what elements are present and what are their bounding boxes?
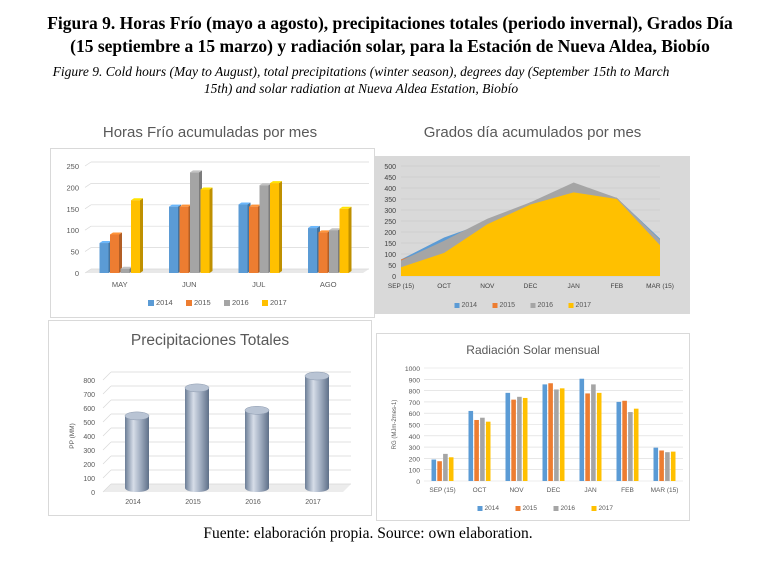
precip-ylabel: PP (MM) — [69, 423, 76, 449]
precip-ytick: 0 — [91, 490, 95, 497]
horas-frio-ytick: 250 — [66, 162, 79, 171]
radiacion-legend-label-2015: 2015 — [522, 505, 537, 512]
precip-ytick: 800 — [83, 378, 95, 385]
radiacion-ytick: 300 — [408, 445, 420, 453]
grados-dia-ytick: 200 — [384, 230, 396, 237]
horas-frio-bar-MAY-2014 — [100, 243, 109, 273]
figure-source: Fuente: elaboración propia. Source: own elaboration. — [203, 525, 533, 542]
grados-dia-ytick: 100 — [384, 252, 396, 259]
radiacion-bar-OCT-2015 — [474, 420, 479, 481]
radiacion-xtick: SEP (15) — [429, 487, 456, 494]
horas-frio-bar-JUL-2014 — [239, 205, 248, 273]
radiacion-ytick: 100 — [408, 467, 420, 475]
grados-dia-legend-label-2015: 2015 — [499, 302, 516, 309]
chart-horas-frio-plot — [45, 118, 375, 318]
horas-frio-bar-JUL-2015 — [249, 207, 258, 273]
precip-cylinder-2014 — [125, 416, 149, 492]
radiacion-bar-JAN-2016 — [591, 384, 596, 481]
precip-gridline-side — [103, 414, 111, 422]
grados-dia-xtick: OCT — [437, 283, 452, 290]
radiacion-bar-SEP (15)-2015 — [437, 461, 442, 481]
radiacion-bar-SEP (15)-2017 — [449, 457, 454, 481]
radiacion-bar-OCT-2017 — [486, 422, 491, 481]
radiacion-ytick: 500 — [408, 422, 420, 430]
grados-dia-ytick: 150 — [384, 241, 396, 248]
radiacion-bar-DEC-2014 — [543, 384, 548, 481]
grados-dia-legend-swatch-2017 — [569, 303, 574, 308]
horas-frio-ytick: 0 — [74, 269, 79, 278]
radiacion-legend-swatch-2014 — [478, 506, 483, 511]
chart-horas-frio — [45, 118, 375, 318]
precip-xtick: 2015 — [185, 499, 201, 506]
horas-frio-bar-side — [349, 207, 352, 273]
radiacion-ytick: 200 — [408, 456, 420, 464]
precip-cylinder-2016 — [245, 410, 269, 492]
radiacion-bar-MAR (15)-2016 — [665, 452, 670, 481]
horas-frio-bar-MAY-2016 — [121, 269, 130, 273]
precip-ytick: 700 — [83, 392, 95, 399]
precip-cylinder-top — [185, 384, 209, 392]
radiacion-xtick: DEC — [546, 487, 561, 494]
precip-ytick: 100 — [83, 476, 95, 483]
horas-frio-bar-JUN-2014 — [169, 207, 178, 273]
figure-title — [0, 12, 780, 58]
grados-dia-ytick: 0 — [392, 274, 396, 281]
horas-frio-bar-AGO-2015 — [319, 232, 328, 273]
horas-frio-ytick: 150 — [66, 204, 79, 214]
radiacion-ylabel: RG (MJm-2mes-1) — [392, 399, 398, 450]
grados-dia-ytick: 50 — [388, 263, 396, 270]
grados-dia-xtick: SEP (15) — [387, 283, 415, 290]
horas-frio-gridline-side — [85, 248, 91, 252]
horas-frio-gridline-side — [85, 226, 91, 230]
precip-xtick: 2017 — [305, 499, 321, 506]
horas-frio-gridline-side — [85, 162, 91, 166]
precip-ytick: 600 — [83, 406, 95, 413]
precip-ytick: 300 — [83, 448, 95, 455]
horas-frio-legend-label-2014: 2014 — [156, 298, 173, 307]
horas-frio-bar-AGO-2014 — [308, 228, 317, 273]
chart-radiacion — [376, 333, 690, 521]
grados-dia-legend-label-2014: 2014 — [461, 302, 478, 309]
horas-frio-xtick: JUN — [181, 280, 197, 289]
horas-frio-bar-side — [140, 198, 143, 273]
radiacion-xtick: FEB — [621, 487, 634, 494]
chart-precipitaciones-title: Precipitaciones Totales — [130, 332, 290, 349]
radiacion-bar-NOV-2014 — [506, 393, 511, 481]
grados-dia-ytick: 500 — [384, 164, 396, 171]
figure-subtitle-line-2: 15th) and solar radiation at Nueva Aldea Estation, Biobío — [203, 81, 519, 96]
radiacion-bar-DEC-2016 — [554, 389, 559, 481]
grados-dia-xtick: NOV — [480, 283, 495, 290]
horas-frio-bar-JUN-2017 — [201, 190, 210, 273]
radiacion-xtick: MAR (15) — [650, 487, 679, 494]
horas-frio-ytick: 50 — [70, 247, 79, 257]
radiacion-bar-NOV-2016 — [517, 397, 522, 481]
radiacion-bar-FEB-2014 — [617, 402, 622, 481]
grados-dia-ytick: 350 — [384, 197, 396, 204]
precip-ytick: 400 — [83, 434, 95, 441]
radiacion-bar-DEC-2017 — [560, 388, 565, 481]
radiacion-legend-label-2016: 2016 — [560, 505, 575, 512]
horas-frio-ytick: 100 — [66, 226, 79, 236]
radiacion-bar-SEP (15)-2014 — [432, 460, 437, 481]
horas-frio-bar-JUL-2016 — [260, 185, 269, 273]
grados-dia-legend-swatch-2014 — [455, 303, 460, 308]
radiacion-bar-DEC-2015 — [548, 383, 553, 481]
radiacion-ytick: 900 — [408, 377, 420, 385]
radiacion-bar-FEB-2016 — [628, 412, 633, 481]
horas-frio-legend-swatch-2015 — [186, 300, 192, 306]
radiacion-bar-FEB-2017 — [634, 409, 639, 481]
horas-frio-ytick: 200 — [66, 183, 79, 193]
horas-frio-bar-AGO-2017 — [340, 209, 349, 273]
precip-xtick: 2016 — [245, 499, 261, 506]
radiacion-ytick: 600 — [408, 411, 420, 419]
precip-gridline-side — [103, 386, 111, 394]
precip-gridline-side — [103, 456, 111, 464]
horas-frio-bar-AGO-2016 — [329, 230, 338, 273]
radiacion-bar-SEP (15)-2016 — [443, 454, 448, 481]
precip-cylinder-top — [305, 372, 329, 380]
chart-grados-dia-plot — [370, 118, 695, 318]
radiacion-ytick: 0 — [416, 479, 420, 486]
radiacion-bar-FEB-2015 — [622, 401, 627, 481]
radiacion-xtick: NOV — [509, 487, 524, 494]
precip-gridline-side — [103, 442, 111, 450]
horas-frio-legend-label-2016: 2016 — [232, 298, 249, 307]
horas-frio-legend-label-2015: 2015 — [194, 298, 211, 307]
horas-frio-bar-side — [279, 181, 282, 273]
precip-cylinder-2015 — [185, 388, 209, 492]
chart-precipitaciones — [48, 320, 372, 516]
grados-dia-ytick: 400 — [384, 186, 396, 193]
radiacion-ytick: 400 — [408, 433, 420, 441]
precip-cylinder-top — [125, 412, 149, 420]
horas-frio-legend-swatch-2014 — [148, 300, 154, 306]
grados-dia-legend-swatch-2015 — [493, 303, 498, 308]
precip-ytick: 200 — [83, 462, 95, 469]
horas-frio-xtick: MAY — [111, 280, 128, 289]
radiacion-xtick: JAN — [584, 487, 597, 494]
precip-cylinder-2017 — [305, 376, 329, 492]
radiacion-legend-swatch-2015 — [516, 506, 521, 511]
precip-ytick: 500 — [83, 420, 95, 427]
grados-dia-xtick: DEC — [523, 283, 538, 290]
chart-precipitaciones-plot — [48, 320, 372, 516]
radiacion-bar-JAN-2015 — [585, 393, 590, 481]
precip-cylinder-top — [245, 406, 269, 414]
horas-frio-legend-swatch-2016 — [224, 300, 230, 306]
radiacion-legend-label-2017: 2017 — [598, 505, 613, 512]
horas-frio-bar-JUL-2017 — [270, 183, 279, 273]
grados-dia-legend-label-2016: 2016 — [537, 302, 554, 309]
radiacion-legend-swatch-2017 — [592, 506, 597, 511]
chart-radiacion-plot — [376, 333, 690, 521]
horas-frio-gridline-side — [85, 205, 91, 209]
radiacion-ytick: 700 — [408, 399, 420, 407]
horas-frio-legend-swatch-2017 — [262, 300, 268, 306]
grados-dia-ytick: 250 — [384, 219, 396, 226]
figure-title-line-2: (15 septiembre a 15 marzo) y radiación solar, para la Estación de Nueva Aldea, Biobío — [70, 36, 710, 56]
radiacion-bar-MAR (15)-2014 — [654, 448, 659, 481]
precip-gridline-side — [103, 400, 111, 408]
radiacion-bar-MAR (15)-2017 — [671, 452, 676, 481]
horas-frio-bar-JUN-2016 — [190, 172, 199, 273]
radiacion-legend-label-2014: 2014 — [484, 505, 499, 512]
figure-subtitle-line-1: Figure 9. Cold hours (May to August), total precipitations (winter season), degrees day (September 15th to March — [52, 64, 670, 79]
horas-frio-gridline-side — [85, 183, 91, 187]
radiacion-bar-MAR (15)-2015 — [659, 450, 664, 481]
precip-gridline-side — [103, 428, 111, 436]
precip-gridline-side — [103, 470, 111, 478]
radiacion-bar-NOV-2017 — [523, 398, 528, 481]
figure-title-line-1: Figura 9. Horas Frío (mayo a agosto), precipitaciones totales (periodo invernal), Grados Día — [47, 13, 733, 33]
precip-gridline-side — [103, 372, 111, 380]
chart-horas-frio-title: Horas Frío acumuladas por mes — [102, 124, 318, 141]
horas-frio-bar-side — [210, 188, 213, 273]
grados-dia-xtick: MAR (15) — [646, 283, 674, 290]
chart-grados-dia-title: Grados día acumulados por mes — [423, 124, 642, 141]
chart-grados-dia — [370, 118, 695, 318]
horas-frio-bar-JUN-2015 — [180, 207, 189, 273]
horas-frio-xtick: JUL — [252, 280, 266, 289]
horas-frio-legend-label-2017: 2017 — [270, 298, 287, 307]
radiacion-xtick: OCT — [472, 487, 487, 494]
radiacion-bar-JAN-2017 — [597, 393, 602, 481]
radiacion-bar-JAN-2014 — [580, 379, 585, 481]
grados-dia-legend-label-2017: 2017 — [575, 302, 592, 309]
radiacion-bar-OCT-2016 — [480, 418, 485, 481]
horas-frio-bar-MAY-2017 — [131, 200, 140, 273]
grados-dia-legend-swatch-2016 — [531, 303, 536, 308]
horas-frio-xtick: AGO — [319, 280, 337, 289]
figure-subtitle — [0, 63, 722, 97]
radiacion-bar-NOV-2015 — [511, 400, 516, 481]
radiacion-bar-OCT-2014 — [469, 411, 474, 481]
grados-dia-ytick: 300 — [384, 208, 396, 215]
radiacion-ytick: 1000 — [404, 366, 420, 373]
precip-xtick: 2014 — [125, 499, 141, 506]
radiacion-ytick: 800 — [408, 388, 420, 396]
chart-radiacion-title: Radiación Solar mensual — [466, 343, 600, 357]
grados-dia-xtick: JAN — [567, 283, 580, 290]
radiacion-legend-swatch-2016 — [554, 506, 559, 511]
grados-dia-xtick: FEB — [610, 283, 624, 290]
grados-dia-ytick: 450 — [384, 175, 396, 182]
horas-frio-bar-MAY-2015 — [110, 234, 119, 273]
horas-frio-bar-side — [119, 232, 122, 273]
